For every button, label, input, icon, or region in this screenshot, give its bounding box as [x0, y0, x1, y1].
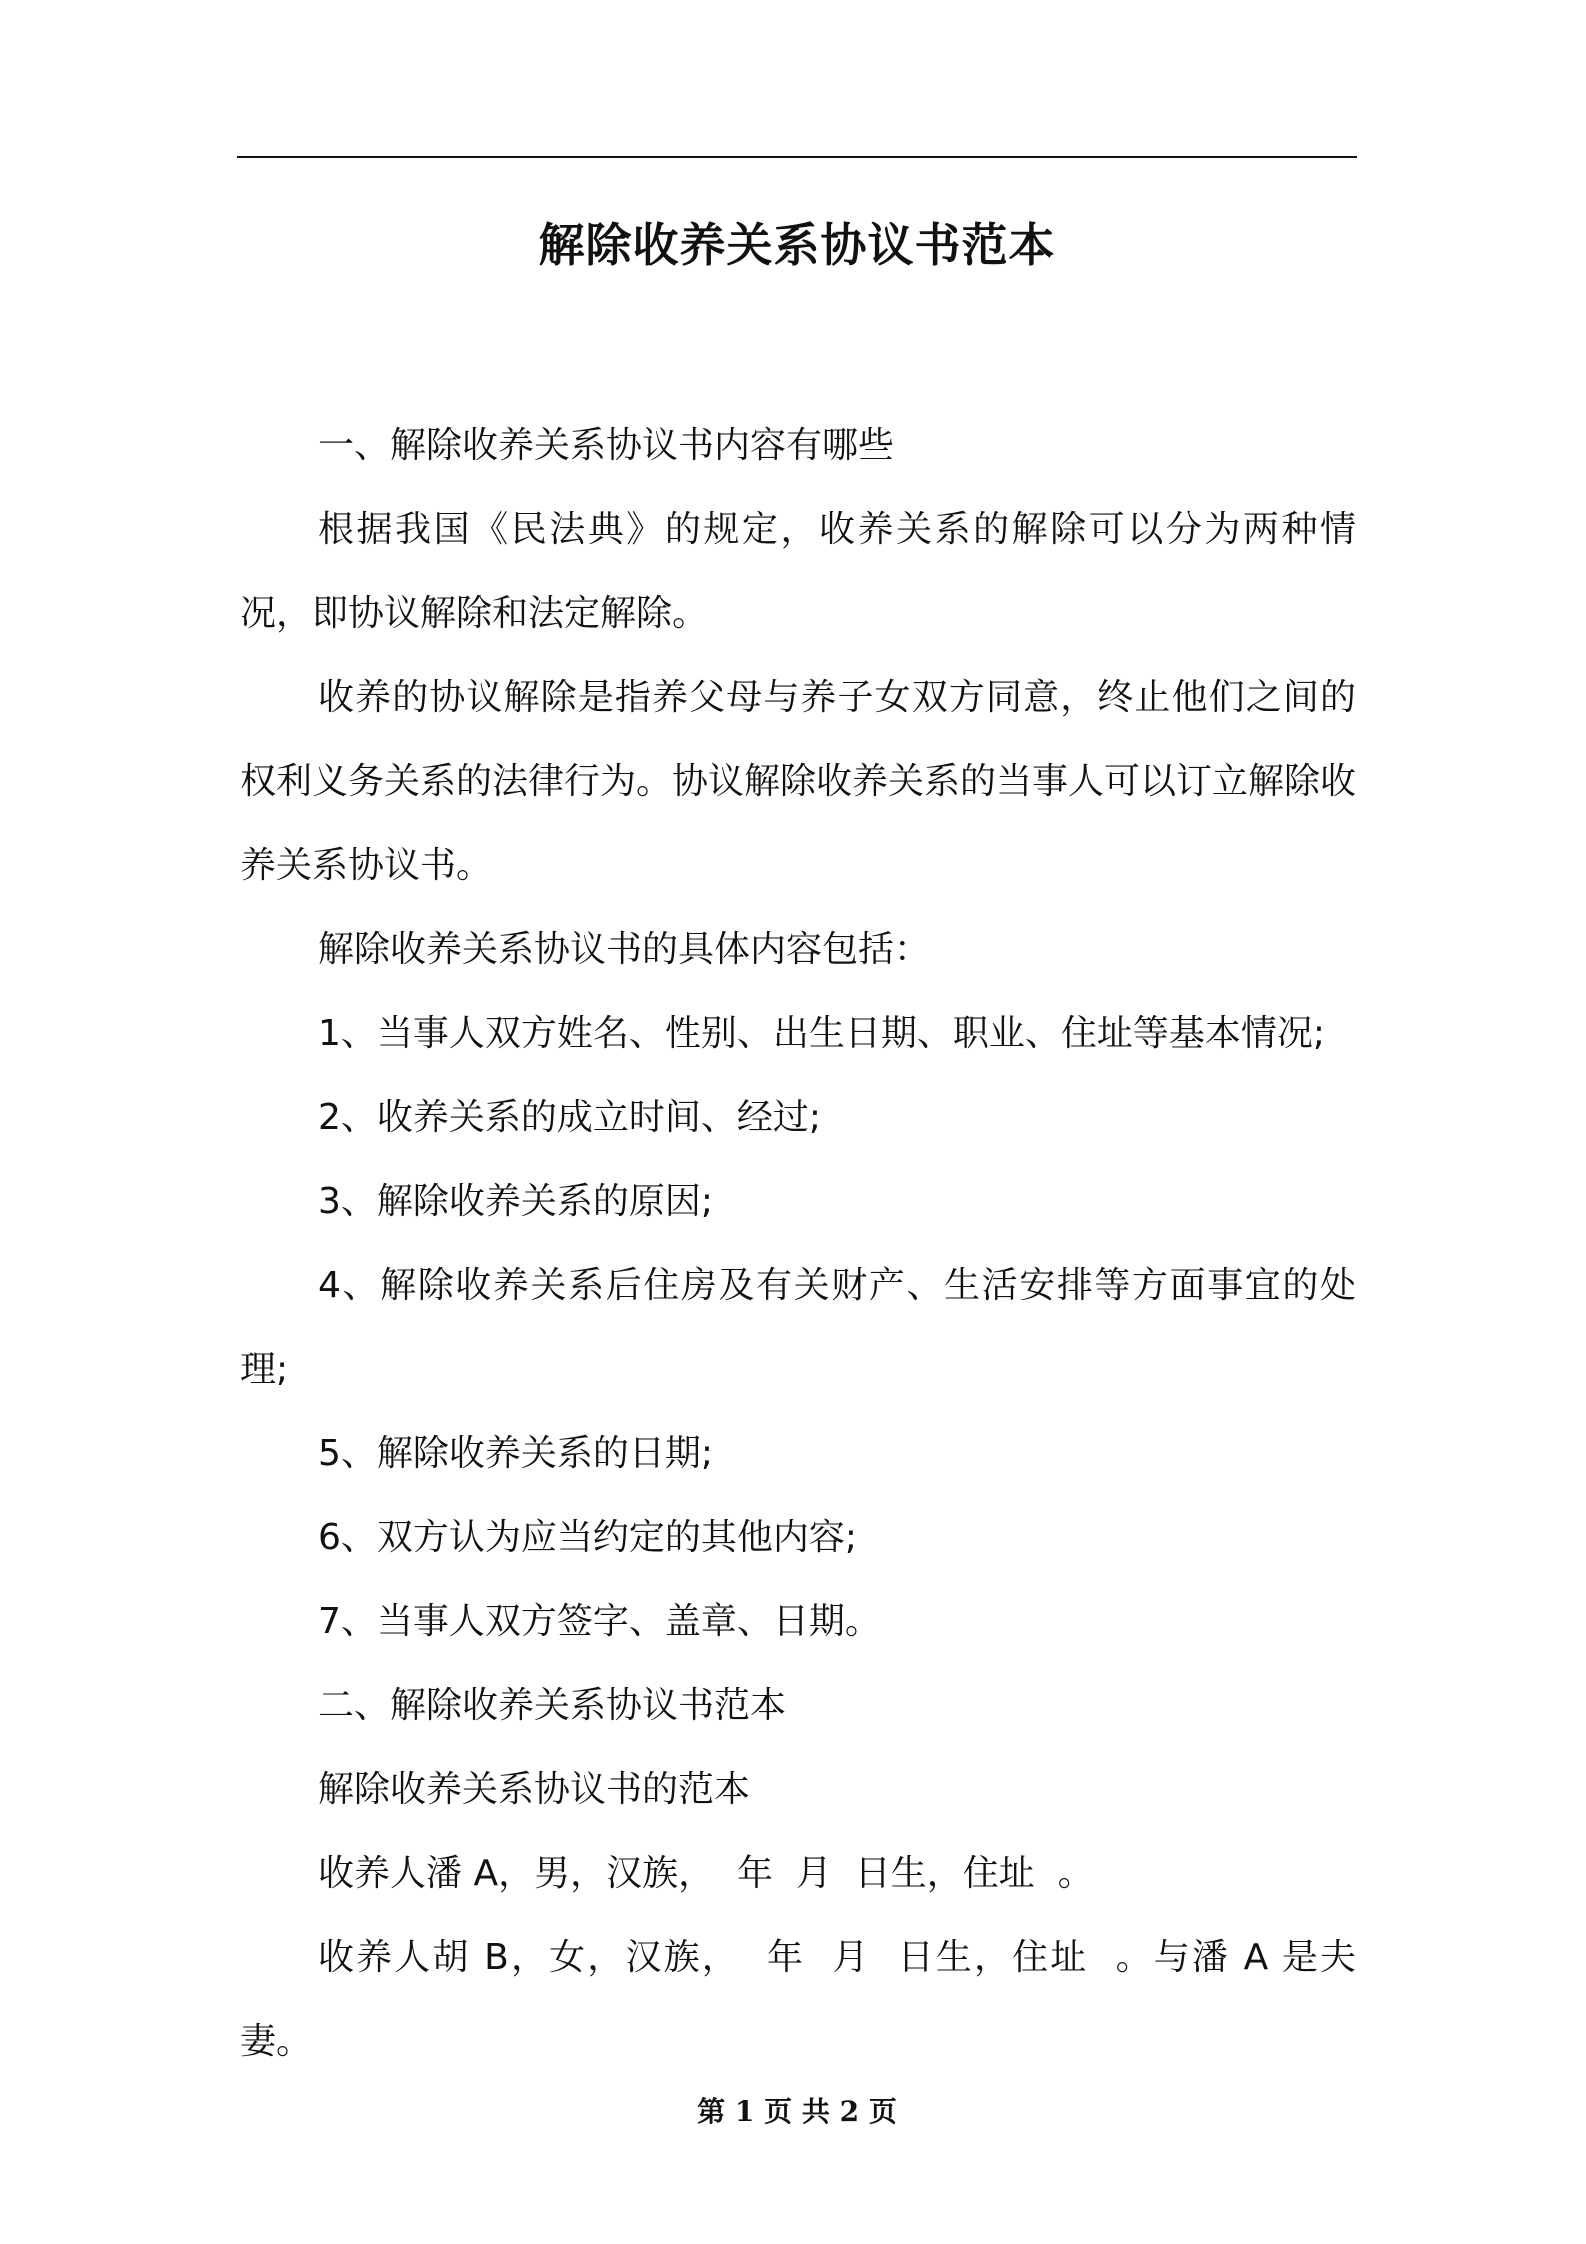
document-body	[240, 404, 1356, 2084]
header-rule	[237, 156, 1357, 158]
list-item: 5、解除收养关系的日期;	[318, 1433, 714, 1474]
paragraph: 收养人潘 A，男，汉族， 年 月 日生，住址 。	[318, 1853, 1094, 1894]
section-heading-1: 一、解除收养关系协议书内容有哪些	[318, 425, 895, 466]
list-item: 1、当事人双方姓名、性别、出生日期、职业、住址等基本情况;	[318, 1013, 1326, 1054]
paragraph: 解除收养关系协议书的范本	[318, 1769, 751, 1810]
list-item: 3、解除收养关系的原因;	[318, 1181, 714, 1222]
list-item: 6、双方认为应当约定的其他内容;	[318, 1517, 858, 1558]
paragraph: 根据我国《民法典》的规定，收养关系的解除可以分为两种情况，即协议解除和法定解除。	[240, 509, 1356, 634]
document-title: 解除收养关系协议书范本	[538, 218, 1056, 272]
list-item: 4、解除收养关系后住房及有关财产、生活安排等方面事宜的处理;	[240, 1265, 1356, 1390]
list-item: 2、收养关系的成立时间、经过;	[318, 1097, 822, 1138]
paragraph: 解除收养关系协议书的具体内容包括：	[318, 929, 931, 970]
page-number: 第 1 页 共 2 页	[697, 2095, 897, 2128]
paragraph: 收养人胡 B，女，汉族， 年 月 日生，住址 。与潘 A 是夫妻。	[240, 1937, 1356, 2062]
section-heading-2: 二、解除收养关系协议书范本	[318, 1685, 787, 1726]
list-item: 7、当事人双方签字、盖章、日期。	[318, 1601, 881, 1642]
paragraph: 收养的协议解除是指养父母与养子女双方同意，终止他们之间的权利义务关系的法律行为。协议解除收养关系的当事人可以订立解除收养关系协议书。	[240, 677, 1357, 886]
